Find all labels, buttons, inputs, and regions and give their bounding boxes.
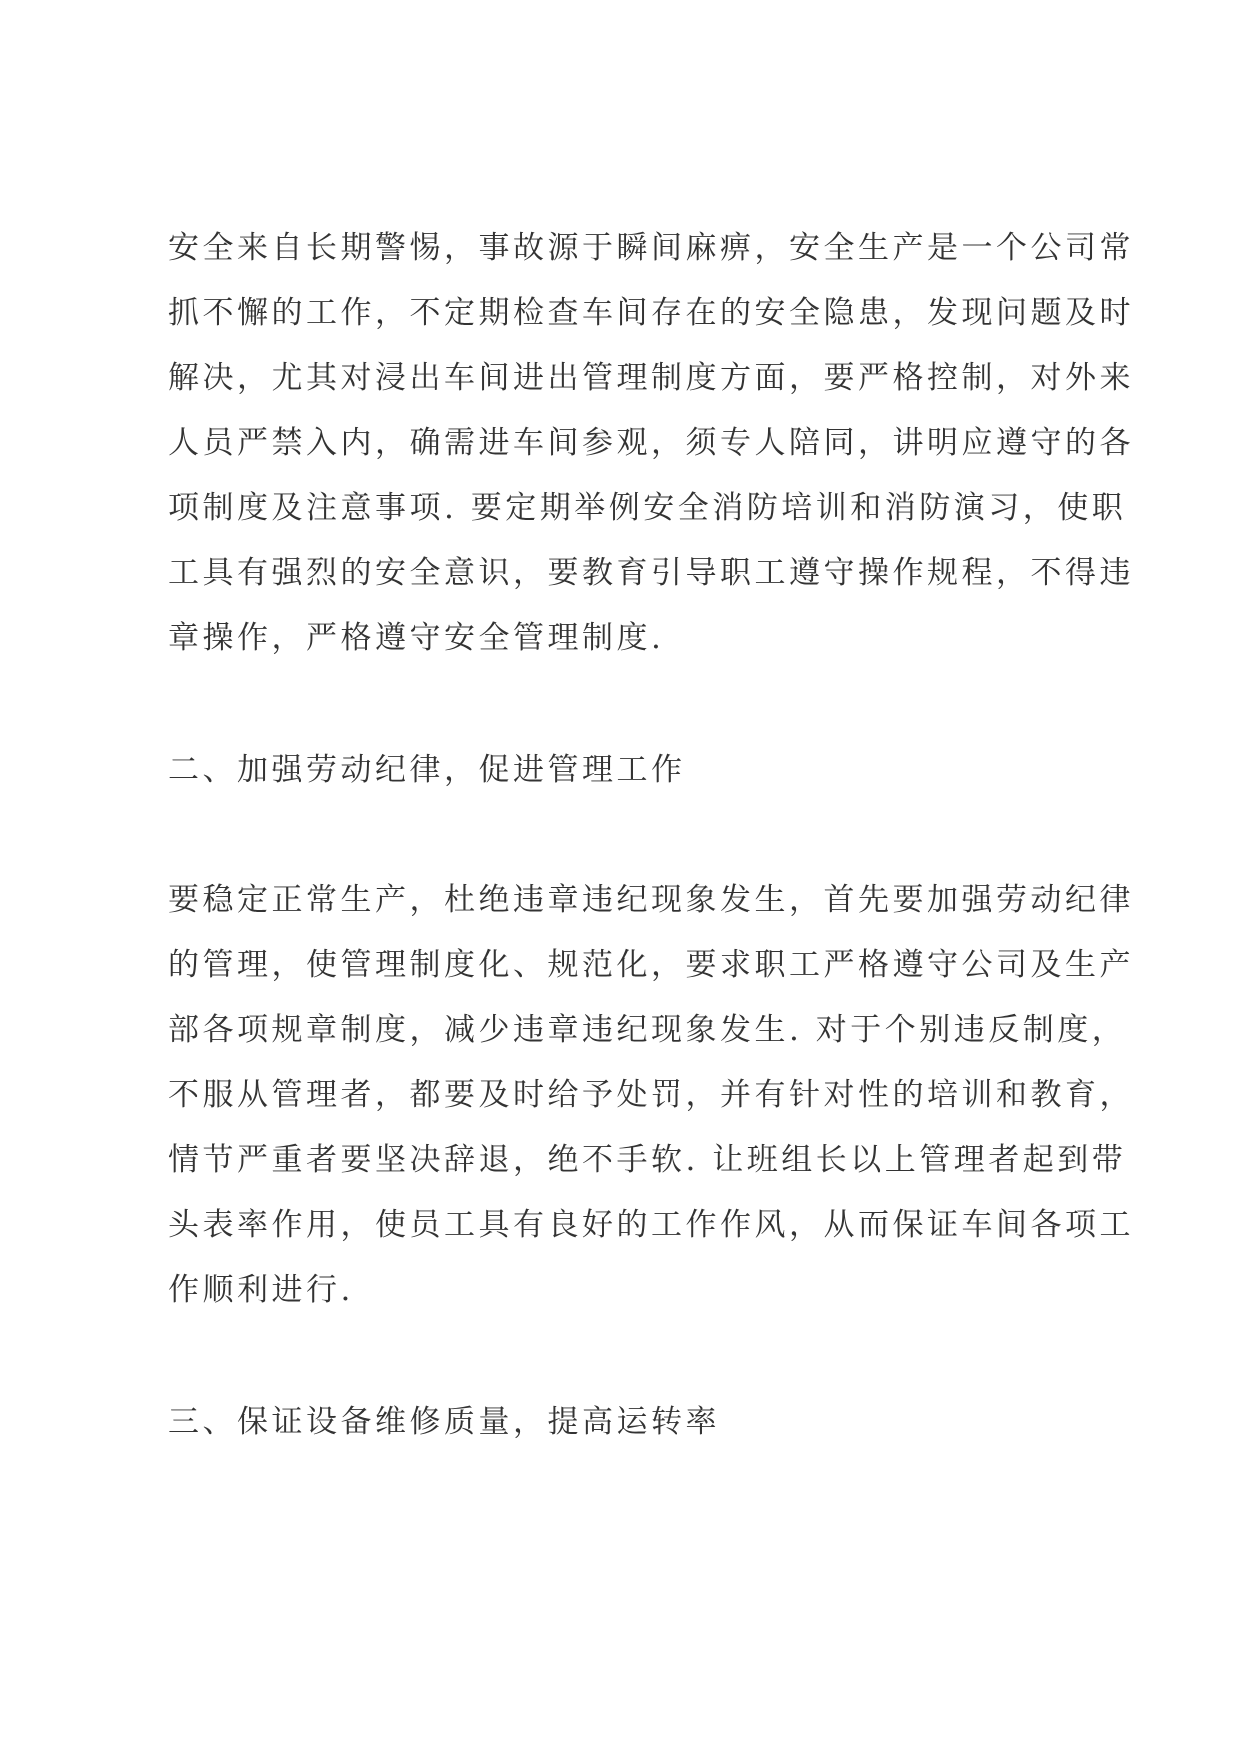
paragraph-line: 人员严禁入内，确需进车间参观，须专人陪同，讲明应遵守的各 [168, 425, 1134, 461]
paragraph-line: 安全来自长期警惕，事故源于瞬间麻痹，安全生产是一个公司常 [168, 230, 1134, 266]
heading-text: 二、加强劳动纪律，促进管理工作 [168, 752, 686, 788]
section-heading-2 [168, 738, 1090, 803]
paragraph-line: 头表率作用，使员工具有良好的工作作风，从而保证车间各项工 [168, 1207, 1134, 1243]
paragraph-line: 章操作，严格遵守安全管理制度. [168, 620, 665, 656]
paragraph-line: 部各项规章制度，减少违章违纪现象发生. 对于个别违反制度， [168, 1012, 1127, 1048]
paragraph-discipline [168, 868, 1134, 1323]
paragraph-line: 项制度及注意事项. 要定期举例安全消防培训和消防演习，使职 [168, 490, 1127, 526]
paragraph-line: 不服从管理者，都要及时给予处罚，并有针对性的培训和教育， [168, 1077, 1134, 1113]
paragraph-safety [168, 216, 1134, 671]
paragraph-line: 情节严重者要坚决辞退，绝不手软. 让班组长以上管理者起到带 [168, 1142, 1127, 1178]
paragraph-line: 的管理，使管理制度化、规范化，要求职工严格遵守公司及生产 [168, 947, 1134, 983]
section-heading-3 [168, 1390, 1090, 1455]
paragraph-line: 抓不懈的工作，不定期检查车间存在的安全隐患，发现问题及时 [168, 295, 1134, 331]
paragraph-line: 作顺利进行. [168, 1272, 354, 1308]
paragraph-line: 解决，尤其对浸出车间进出管理制度方面，要严格控制，对外来 [168, 360, 1134, 396]
heading-text: 三、保证设备维修质量，提高运转率 [168, 1404, 720, 1440]
paragraph-line: 工具有强烈的安全意识，要教育引导职工遵守操作规程，不得违 [168, 555, 1134, 591]
paragraph-line: 要稳定正常生产，杜绝违章违纪现象发生，首先要加强劳动纪律 [168, 882, 1134, 918]
